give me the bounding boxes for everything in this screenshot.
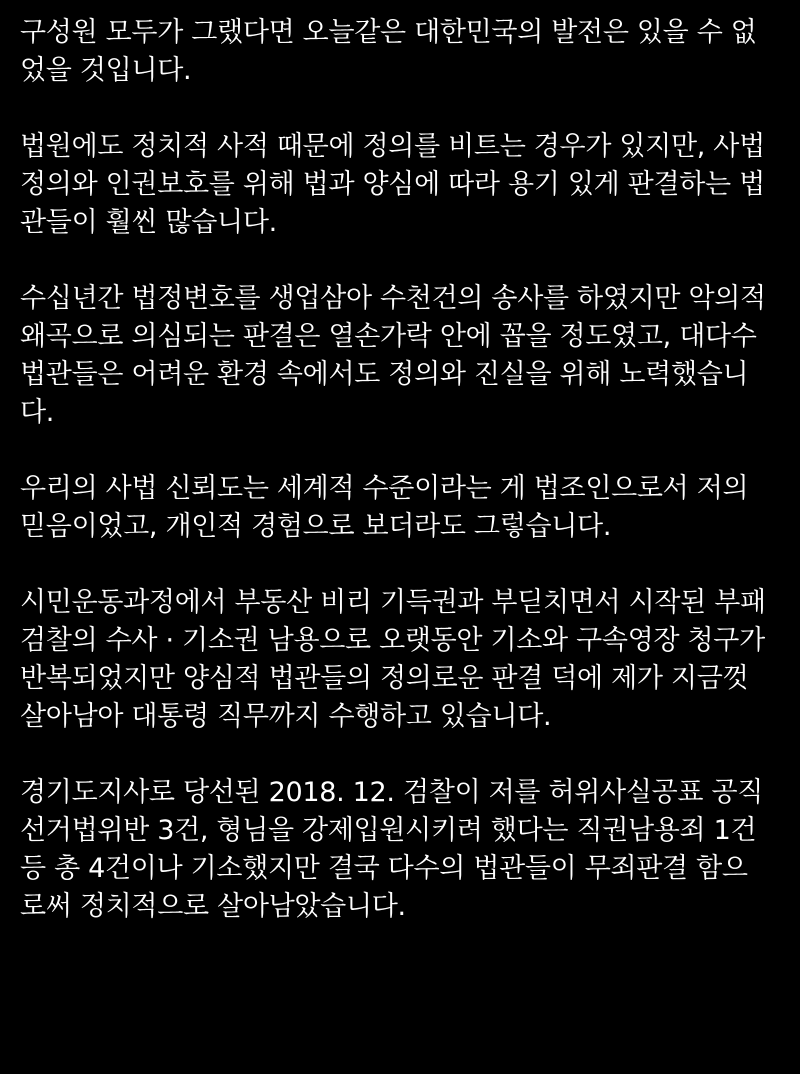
text-line: 법원에도 정치적 사적 때문에 정의를 비트는 경우가 있지만, 사법 xyxy=(20,131,765,162)
paragraph-1 xyxy=(20,14,790,90)
text-line: 경기도지사로 당선된 2018. 12. 검찰이 저를 허위사실공표 공직 xyxy=(20,777,764,808)
paragraph-3 xyxy=(20,280,790,432)
text-line: 선거법위반 3건, 형님을 강제입원시키려 했다는 직권남용죄 1건 xyxy=(20,815,757,846)
document-body xyxy=(20,14,790,926)
text-line: 시민운동과정에서 부동산 비리 기득권과 부딛치면서 시작된 부패 xyxy=(20,587,766,618)
text-line: 검찰의 수사 · 기소권 남용으로 오랫동안 기소와 구속영장 청구가 xyxy=(20,625,765,656)
text-line: 법관들은 어려운 환경 속에서도 정의와 진실을 위해 노력했습니 xyxy=(20,359,749,390)
text-line: 믿음이었고, 개인적 경험으로 보더라도 그렇습니다. xyxy=(20,511,612,542)
text-line: 등 총 4건이나 기소했지만 결국 다수의 법관들이 무죄판결 함으 xyxy=(20,853,748,884)
paragraph-4 xyxy=(20,470,790,546)
text-line: 로써 정치적으로 살아남았습니다. xyxy=(20,891,406,922)
text-line: 다. xyxy=(20,397,55,428)
text-line: 구성원 모두가 그랬다면 오늘같은 대한민국의 발전은 있을 수 없 xyxy=(20,17,757,48)
paragraph-2 xyxy=(20,128,790,242)
text-line: 관들이 훨씬 많습니다. xyxy=(20,207,277,238)
text-line: 반복되었지만 양심적 법관들의 정의로운 판결 덕에 제가 지금껏 xyxy=(20,663,749,694)
text-line: 살아남아 대통령 직무까지 수행하고 있습니다. xyxy=(20,701,552,732)
text-line: 수십년간 법정변호를 생업삼아 수천건의 송사를 하였지만 악의적 xyxy=(20,283,766,314)
paragraph-5 xyxy=(20,584,790,736)
text-line: 왜곡으로 의심되는 판결은 열손가락 안에 꼽을 정도였고, 대다수 xyxy=(20,321,757,352)
text-line: 우리의 사법 신뢰도는 세계적 수준이라는 게 법조인으로서 저의 xyxy=(20,473,749,504)
text-line: 었을 것입니다. xyxy=(20,55,192,86)
text-line: 정의와 인권보호를 위해 법과 양심에 따라 용기 있게 판결하는 법 xyxy=(20,169,765,200)
paragraph-6 xyxy=(20,774,790,926)
